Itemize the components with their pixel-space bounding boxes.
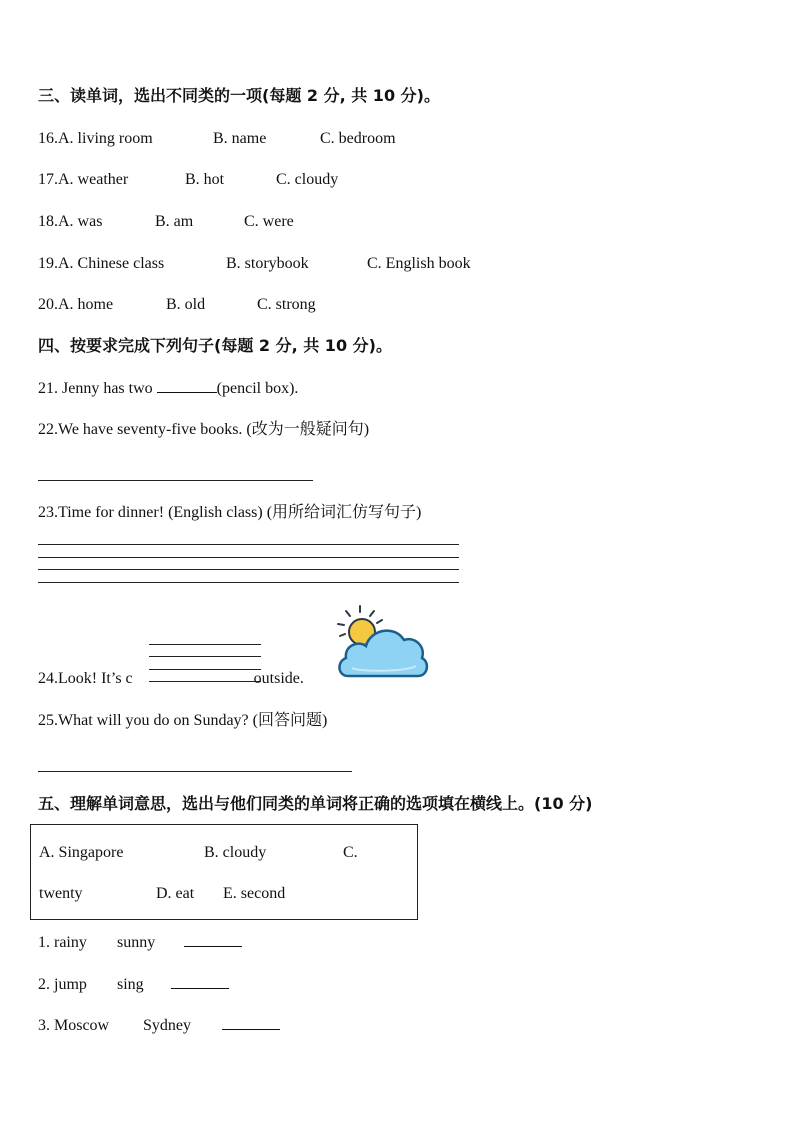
option-c: C. cloudy — [276, 171, 339, 188]
partly-cloudy-icon — [334, 604, 430, 684]
match-word-1: 3. Moscow — [38, 1017, 110, 1034]
question-21-hint: (pencil box). — [216, 380, 299, 397]
option-a: A. home — [58, 296, 114, 313]
word-bank-row-2 — [39, 884, 285, 904]
word-option-b: B. cloudy — [204, 844, 267, 861]
option-b: B. am — [155, 213, 194, 230]
option-c: C. bedroom — [320, 130, 396, 147]
question-18 — [38, 212, 294, 232]
answer-blank[interactable] — [184, 932, 242, 947]
option-a: A. living room — [58, 130, 153, 147]
word-option-a: A. Singapore — [39, 844, 124, 861]
option-a: A. was — [58, 213, 103, 230]
question-21 — [38, 378, 298, 399]
question-number: 18. — [38, 213, 58, 230]
word-option-d: D. eat — [156, 885, 195, 902]
answer-blank[interactable] — [157, 378, 217, 393]
question-number: 19. — [38, 255, 58, 272]
section-3-heading: 三、读单词，选出不同类的一项(每题 2 分, 共 10 分)。 — [38, 86, 440, 105]
option-b: B. storybook — [226, 255, 309, 272]
answer-line-22[interactable] — [38, 480, 313, 481]
option-b: B. hot — [185, 171, 225, 188]
word-option-c-cont: twenty — [39, 885, 83, 902]
word-option-e: E. second — [223, 885, 286, 902]
question-20 — [38, 295, 316, 315]
match-question-2 — [38, 974, 229, 995]
match-word-2: sunny — [117, 934, 156, 951]
question-21-text: 21. Jenny has two — [38, 380, 157, 397]
match-word-2: sing — [117, 976, 144, 993]
match-question-1 — [38, 932, 242, 953]
question-number: 17. — [38, 171, 58, 188]
answer-line-23-3[interactable] — [38, 569, 459, 570]
option-c: C. English book — [367, 255, 471, 272]
answer-blank[interactable] — [222, 1015, 280, 1030]
answer-line-24-2[interactable] — [149, 656, 261, 657]
answer-line-23-1[interactable] — [38, 544, 459, 545]
question-24 — [38, 669, 304, 689]
question-19 — [38, 254, 471, 274]
question-24-text: 24.Look! It’s c — [38, 670, 133, 687]
answer-blank[interactable] — [171, 974, 229, 989]
question-number: 16. — [38, 130, 58, 147]
match-word-1: 2. jump — [38, 976, 87, 993]
word-bank-box — [30, 824, 418, 920]
option-a: A. weather — [58, 171, 129, 188]
answer-line-25[interactable] — [38, 771, 352, 772]
match-word-2: Sydney — [143, 1017, 191, 1034]
answer-line-24-1[interactable] — [149, 644, 261, 645]
answer-line-23-4[interactable] — [38, 582, 459, 583]
option-c: C. strong — [257, 296, 316, 313]
question-16 — [38, 129, 396, 149]
question-24-post: outside. — [253, 670, 304, 687]
question-25: 25.What will you do on Sunday? (回答问题) — [38, 712, 328, 729]
match-word-1: 1. rainy — [38, 934, 87, 951]
option-b: B. name — [213, 130, 267, 147]
section-5-heading: 五、理解单词意思，选出与他们同类的单词将正确的选项填在横线上。(10 分) — [38, 794, 593, 813]
option-b: B. old — [166, 296, 206, 313]
option-a: A. Chinese class — [58, 255, 165, 272]
question-23: 23.Time for dinner! (English class) (用所给词汇仿写句子) — [38, 504, 422, 521]
section-4-heading: 四、按要求完成下列句子(每题 2 分, 共 10 分)。 — [38, 336, 392, 355]
word-option-c: C. — [343, 844, 358, 861]
question-17 — [38, 170, 338, 190]
answer-line-23-2[interactable] — [38, 557, 459, 558]
question-number: 20. — [38, 296, 58, 313]
option-c: C. were — [244, 213, 294, 230]
word-bank-row-1 — [39, 843, 358, 863]
match-question-3 — [38, 1015, 280, 1036]
question-22: 22.We have seventy-five books. (改为一般疑问句) — [38, 421, 370, 438]
